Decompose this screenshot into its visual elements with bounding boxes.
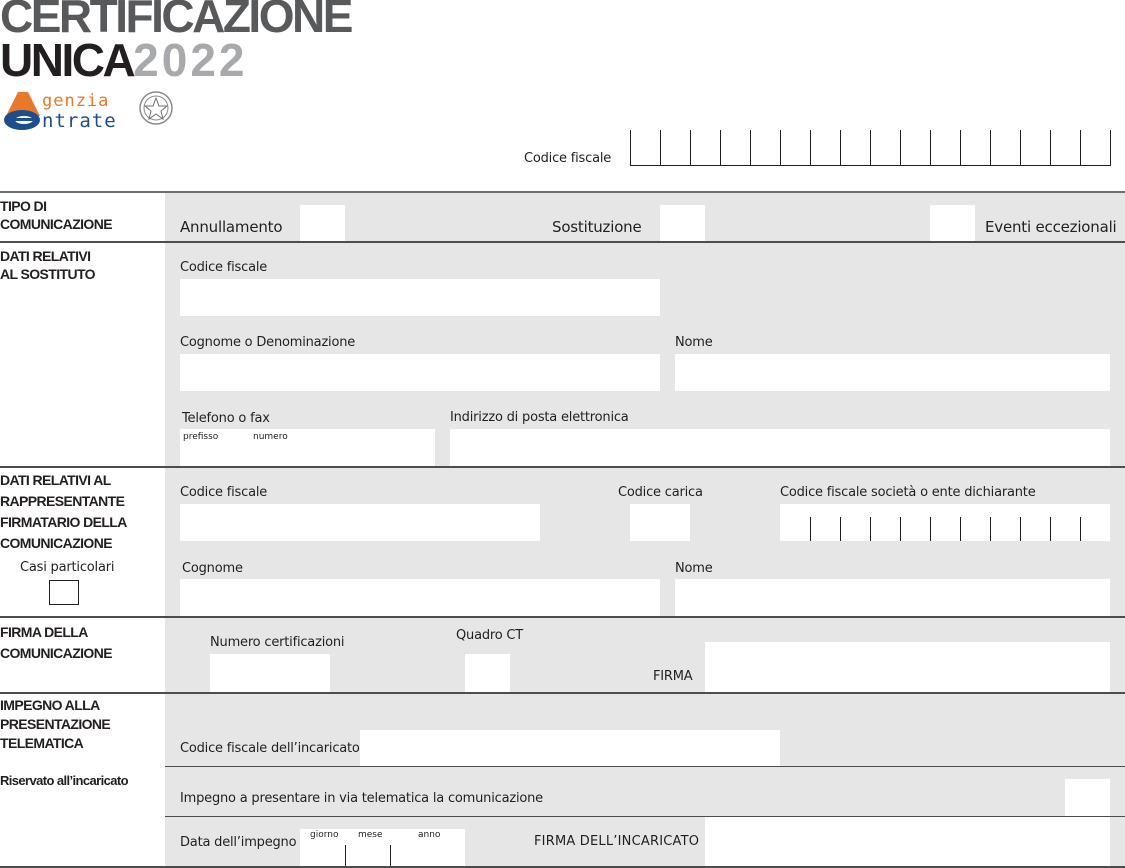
cf-societa-input[interactable] <box>780 504 1110 541</box>
codice-carica-input[interactable] <box>630 504 690 541</box>
separator <box>165 766 1125 767</box>
section-sostituto-title: DATI RELATIVI AL SOSTITUTO <box>0 248 95 282</box>
cf-incaricato-input[interactable] <box>360 730 780 766</box>
firma-input[interactable] <box>705 642 1110 692</box>
annullamento-label: Annullamento <box>180 218 283 236</box>
header-cf-label: Codice fiscale <box>524 151 612 166</box>
firma-incaricato-input[interactable] <box>705 817 1110 866</box>
giorno-label: giorno <box>310 830 339 840</box>
sost-email-label: Indirizzo di posta elettronica <box>450 410 629 425</box>
eventi-checkbox[interactable] <box>930 205 975 241</box>
mese-label: mese <box>358 830 383 840</box>
state-emblem-icon <box>137 88 175 130</box>
riservato-label: Riservato all’incaricato <box>0 773 128 788</box>
title-unica: UNICA <box>0 34 134 86</box>
title-line-1: CERTIFICAZIONE <box>0 0 351 42</box>
sost-cf-input[interactable] <box>180 279 660 316</box>
rapp-cf-label: Codice fiscale <box>180 485 268 500</box>
impegno-checkbox[interactable] <box>1065 779 1110 816</box>
firma-incaricato-label: FIRMA DELL’INCARICATO <box>534 834 700 849</box>
casi-particolari-box[interactable] <box>49 580 79 605</box>
impegno-text: Impegno a presentare in via telematica la comunicazione <box>180 791 543 806</box>
rapp-nome-label: Nome <box>675 561 713 576</box>
annullamento-checkbox[interactable] <box>300 205 345 241</box>
logo-text-bottom: ntrate <box>42 110 117 132</box>
sost-cf-label: Codice fiscale <box>180 260 268 275</box>
cf-incaricato-label: Codice fiscale dell’incaricato <box>180 741 360 756</box>
sost-cognome-input[interactable] <box>180 354 660 391</box>
separator <box>0 466 1125 468</box>
anno-label: anno <box>418 830 441 840</box>
prefisso-label: prefisso <box>183 432 219 442</box>
rapp-cognome-input[interactable] <box>180 579 660 616</box>
section-rappresentante-title: DATI RELATIVI AL RAPPRESENTANTE FIRMATARIO DELLA COMUNICAZIONE <box>0 472 127 551</box>
firma-label: FIRMA <box>653 669 693 684</box>
rapp-cf-input[interactable] <box>180 504 540 541</box>
casi-particolari-label: Casi particolari <box>20 560 115 575</box>
separator <box>0 692 1125 694</box>
codice-carica-label: Codice carica <box>618 485 703 500</box>
quadro-ct-input[interactable] <box>465 654 510 692</box>
numero-label: numero <box>253 432 288 442</box>
data-impegno-label: Data dell’impegno <box>180 835 297 850</box>
sost-nome-input[interactable] <box>675 354 1110 391</box>
section-impegno-title: IMPEGNO ALLA PRESENTAZIONE TELEMATICA <box>0 697 111 751</box>
sostituzione-label: Sostituzione <box>552 218 642 236</box>
agenzia-entrate-logo <box>2 88 177 134</box>
sost-email-input[interactable] <box>450 429 1110 466</box>
logo-text-top: genzia <box>42 91 110 111</box>
eventi-label: Eventi eccezionali <box>985 218 1117 236</box>
header-cf-field[interactable] <box>630 130 1111 166</box>
rapp-nome-input[interactable] <box>675 579 1110 616</box>
separator <box>0 191 1125 193</box>
form-title <box>0 0 351 86</box>
title-year: 2022 <box>133 34 248 86</box>
numero-cert-input[interactable] <box>210 654 330 692</box>
sostituzione-checkbox[interactable] <box>660 205 705 241</box>
separator <box>0 241 1125 243</box>
sost-cognome-label: Cognome o Denominazione <box>180 335 356 350</box>
logo-a-icon <box>2 88 44 134</box>
sost-telefono-label: Telefono o fax <box>182 411 270 426</box>
quadro-ct-label: Quadro CT <box>456 628 524 643</box>
title-line-2 <box>0 34 351 86</box>
rapp-cognome-label: Cognome <box>182 561 243 576</box>
section-firma-title: FIRMA DELLA COMUNICAZIONE <box>0 624 112 661</box>
separator <box>0 616 1125 618</box>
cf-societa-label: Codice fiscale società o ente dichiarante <box>780 485 1036 500</box>
numero-cert-label: Numero certificazioni <box>210 635 345 650</box>
sost-nome-label: Nome <box>675 335 713 350</box>
section-tipo-title: TIPO DI COMUNICAZIONE <box>0 198 112 232</box>
